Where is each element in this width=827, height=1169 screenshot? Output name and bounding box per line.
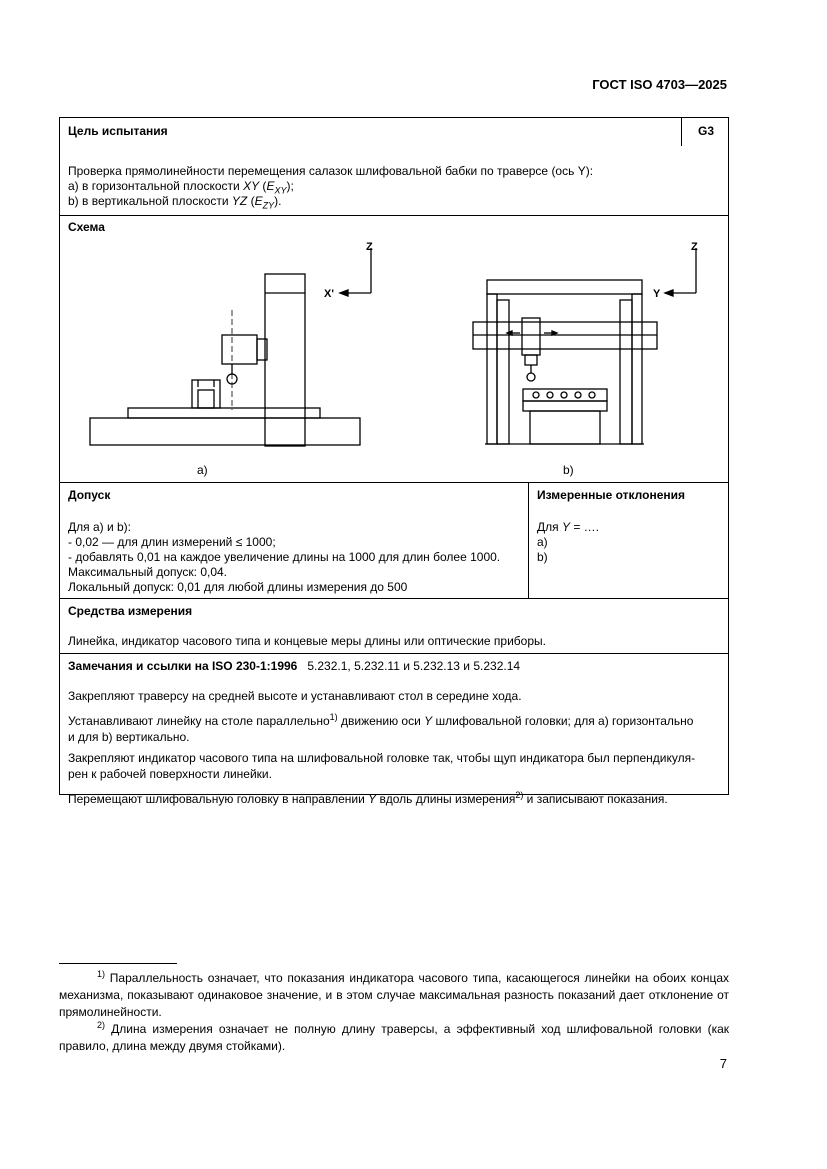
test-table <box>59 117 729 806</box>
remarks-paragraph-3: Закрепляют индикатор часового типа на шлифовальной головке так, чтобы щуп индикатора был перпендикуля- рен к рабочей поверхности линейки. <box>68 751 696 781</box>
remarks-paragraph-4: Перемещают шлифовальную головку в направлении Y вдоль длины измерения$^{2)}$ и записывают показания. <box>68 790 668 806</box>
tolerance-line-3: Максимальный допуск: 0,04. <box>68 565 228 579</box>
tolerance-title: Допуск <box>68 488 111 502</box>
measured-a: a) <box>537 535 548 549</box>
scheme-b-drawing <box>473 248 696 444</box>
tolerance-line-2: - добавлять 0,01 на каждое увеличение длины на 1000 для длин более 1000. <box>68 550 501 564</box>
standard-designation: ГОСТ ISO 4703—2025 <box>592 77 727 92</box>
measured-for-y: Для Y = …. <box>537 520 599 534</box>
remarks-body <box>68 688 723 807</box>
instruments-title: Средства измерения <box>68 604 193 618</box>
footnote-separator <box>59 963 177 964</box>
measured-title: Измеренные отклонения <box>537 488 686 502</box>
axis-y-label-b: Y <box>653 288 661 300</box>
purpose-text: Проверка прямолинейности перемещения салазок шлифовальной бабки по траверсе (ось Y): <box>68 164 594 178</box>
column-divider <box>528 482 529 598</box>
row-divider <box>60 215 728 216</box>
footnote-1: $^{1)}$ Параллельность означает, что показания индикатора часового типа, касающегося линейки на обоих концах механизма, показывают одинаковое значение, и в этом случае максимальная разность показаний дает отклонение от прямолинейности. <box>59 969 729 1019</box>
footnote-2: $^{2)}$ Длина измерения означает не полную длину траверсы, а эффективный ход шлифовальной головки (как правило, длина между двумя стойками). <box>59 1020 729 1053</box>
page-number: 7 <box>719 1056 727 1071</box>
scheme-label-b: b) <box>563 463 574 477</box>
row-divider <box>60 598 728 599</box>
axis-x-label-a: X' <box>324 288 334 300</box>
remarks-heading: Замечания и ссылки на ISO 230-1:1996 5.232.1, 5.232.11 и 5.232.13 и 5.232.14 <box>68 659 521 673</box>
axis-z-label-a: Z <box>366 241 373 253</box>
scheme-a-drawing <box>90 248 371 446</box>
purpose-title: Цель испытания <box>68 124 168 138</box>
remarks-paragraph-1: Закрепляют траверсу на средней высоте и устанавливают стол в середине хода. <box>68 689 522 703</box>
instruments-text: Линейка, индикатор часового типа и концевые меры длины или оптические приборы. <box>68 634 546 648</box>
axis-z-label-b: Z <box>691 241 698 253</box>
measured-b: b) <box>537 550 548 564</box>
purpose-item-a: a) в горизонтальной плоскости XY $(E_{XY})$; <box>68 179 294 196</box>
tolerance-line-4: Локальный допуск: 0,01 для любой длины измерения до 500 <box>68 580 408 594</box>
purpose-item-b: b) в вертикальной плоскости YZ $(E_{ZY})$. <box>68 194 282 211</box>
row-divider <box>60 653 728 654</box>
scheme-title: Схема <box>68 220 105 234</box>
row-divider <box>60 482 728 483</box>
test-code: G3 <box>698 124 715 138</box>
tolerance-line-1: - 0,02 — для длин измерений ≤ 1000; <box>68 535 276 549</box>
code-cell-divider <box>681 118 682 146</box>
scheme-label-a: a) <box>197 463 208 477</box>
remarks-paragraph-2: Устанавливают линейку на столе параллельно$^{1)}$ движению оси Y шлифовальной головки; для a) горизонтально и для b) вертикально. <box>68 712 694 744</box>
tolerance-intro: Для a) и b): <box>68 520 132 534</box>
machine-schemes <box>60 238 728 482</box>
